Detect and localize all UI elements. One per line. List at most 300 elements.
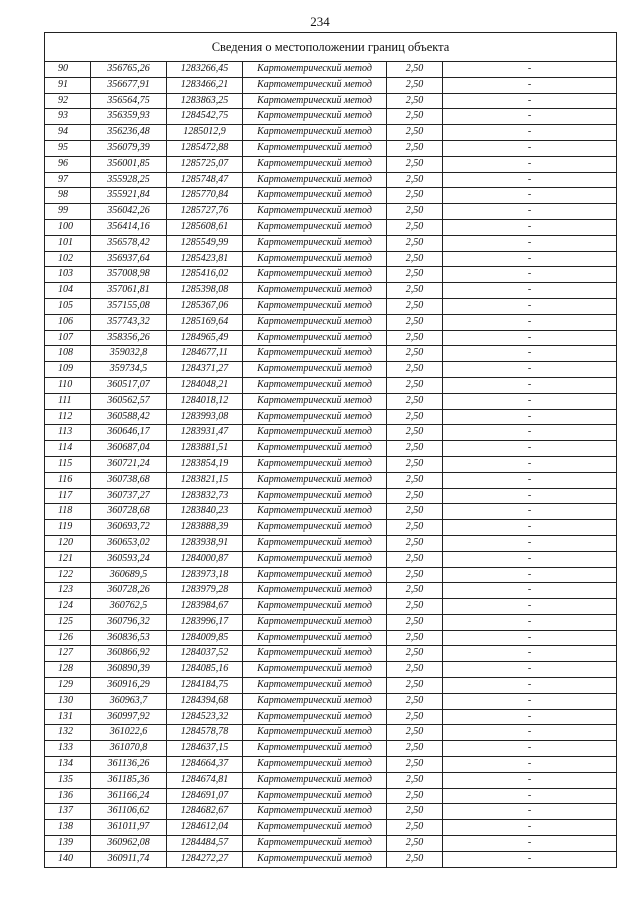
y-coordinate-cell: 1284394,68 xyxy=(167,693,243,709)
accuracy-cell: 2,50 xyxy=(387,646,443,662)
x-coordinate-cell: 360762,5 xyxy=(91,599,167,615)
description-cell: - xyxy=(443,504,617,520)
table-row xyxy=(45,362,617,378)
y-coordinate-cell: 1284371,27 xyxy=(167,362,243,378)
table-row xyxy=(45,757,617,773)
y-coordinate-cell: 1283931,47 xyxy=(167,425,243,441)
x-coordinate-cell: 360890,39 xyxy=(91,662,167,678)
description-cell: - xyxy=(443,535,617,551)
point-number-cell: 112 xyxy=(45,409,91,425)
accuracy-cell: 2,50 xyxy=(387,599,443,615)
point-number-cell: 114 xyxy=(45,441,91,457)
y-coordinate-cell: 1283266,45 xyxy=(167,62,243,78)
method-cell: Картометрический метод xyxy=(243,235,387,251)
description-cell: - xyxy=(443,77,617,93)
x-coordinate-cell: 356564,75 xyxy=(91,93,167,109)
x-coordinate-cell: 356236,48 xyxy=(91,125,167,141)
y-coordinate-cell: 1285748,47 xyxy=(167,172,243,188)
accuracy-cell: 2,50 xyxy=(387,472,443,488)
section-title: Сведения о местоположении границ объекта xyxy=(45,33,617,62)
table-row xyxy=(45,725,617,741)
table-row xyxy=(45,678,617,694)
y-coordinate-cell: 1284674,81 xyxy=(167,772,243,788)
x-coordinate-cell: 357155,08 xyxy=(91,298,167,314)
point-number-cell: 131 xyxy=(45,709,91,725)
accuracy-cell: 2,50 xyxy=(387,156,443,172)
table-row xyxy=(45,425,617,441)
table-row xyxy=(45,267,617,283)
description-cell: - xyxy=(443,772,617,788)
accuracy-cell: 2,50 xyxy=(387,441,443,457)
x-coordinate-cell: 356414,16 xyxy=(91,219,167,235)
description-cell: - xyxy=(443,109,617,125)
method-cell: Картометрический метод xyxy=(243,583,387,599)
accuracy-cell: 2,50 xyxy=(387,109,443,125)
y-coordinate-cell: 1283863,25 xyxy=(167,93,243,109)
y-coordinate-cell: 1283854,19 xyxy=(167,456,243,472)
description-cell: - xyxy=(443,488,617,504)
method-cell: Картометрический метод xyxy=(243,267,387,283)
method-cell: Картометрический метод xyxy=(243,204,387,220)
description-cell: - xyxy=(443,125,617,141)
method-cell: Картометрический метод xyxy=(243,346,387,362)
table-row xyxy=(45,283,617,299)
accuracy-cell: 2,50 xyxy=(387,283,443,299)
point-number-cell: 96 xyxy=(45,156,91,172)
y-coordinate-cell: 1284037,52 xyxy=(167,646,243,662)
table-row xyxy=(45,804,617,820)
x-coordinate-cell: 357743,32 xyxy=(91,314,167,330)
method-cell: Картометрический метод xyxy=(243,172,387,188)
point-number-cell: 115 xyxy=(45,456,91,472)
y-coordinate-cell: 1285367,06 xyxy=(167,298,243,314)
description-cell: - xyxy=(443,62,617,78)
description-cell: - xyxy=(443,283,617,299)
accuracy-cell: 2,50 xyxy=(387,614,443,630)
y-coordinate-cell: 1284523,32 xyxy=(167,709,243,725)
accuracy-cell: 2,50 xyxy=(387,204,443,220)
method-cell: Картометрический метод xyxy=(243,409,387,425)
table-row xyxy=(45,820,617,836)
method-cell: Картометрический метод xyxy=(243,693,387,709)
x-coordinate-cell: 360836,53 xyxy=(91,630,167,646)
y-coordinate-cell: 1285012,9 xyxy=(167,125,243,141)
table-row xyxy=(45,77,617,93)
accuracy-cell: 2,50 xyxy=(387,488,443,504)
accuracy-cell: 2,50 xyxy=(387,583,443,599)
table-row xyxy=(45,630,617,646)
point-number-cell: 116 xyxy=(45,472,91,488)
table-row xyxy=(45,330,617,346)
accuracy-cell: 2,50 xyxy=(387,820,443,836)
table-row xyxy=(45,125,617,141)
x-coordinate-cell: 356578,42 xyxy=(91,235,167,251)
x-coordinate-cell: 360687,04 xyxy=(91,441,167,457)
point-number-cell: 128 xyxy=(45,662,91,678)
method-cell: Картометрический метод xyxy=(243,314,387,330)
table-row xyxy=(45,662,617,678)
description-cell: - xyxy=(443,298,617,314)
point-number-cell: 135 xyxy=(45,772,91,788)
table-row xyxy=(45,409,617,425)
table-row xyxy=(45,535,617,551)
y-coordinate-cell: 1284965,49 xyxy=(167,330,243,346)
point-number-cell: 94 xyxy=(45,125,91,141)
x-coordinate-cell: 360728,26 xyxy=(91,583,167,599)
accuracy-cell: 2,50 xyxy=(387,377,443,393)
point-number-cell: 124 xyxy=(45,599,91,615)
x-coordinate-cell: 355928,25 xyxy=(91,172,167,188)
description-cell: - xyxy=(443,788,617,804)
table-row xyxy=(45,172,617,188)
point-number-cell: 105 xyxy=(45,298,91,314)
accuracy-cell: 2,50 xyxy=(387,551,443,567)
y-coordinate-cell: 1284578,78 xyxy=(167,725,243,741)
accuracy-cell: 2,50 xyxy=(387,520,443,536)
method-cell: Картометрический метод xyxy=(243,219,387,235)
description-cell: - xyxy=(443,551,617,567)
x-coordinate-cell: 361185,36 xyxy=(91,772,167,788)
description-cell: - xyxy=(443,172,617,188)
method-cell: Картометрический метод xyxy=(243,551,387,567)
table-row xyxy=(45,472,617,488)
table-row xyxy=(45,551,617,567)
table-row xyxy=(45,567,617,583)
x-coordinate-cell: 356042,26 xyxy=(91,204,167,220)
description-cell: - xyxy=(443,393,617,409)
description-cell: - xyxy=(443,425,617,441)
x-coordinate-cell: 355921,84 xyxy=(91,188,167,204)
method-cell: Картометрический метод xyxy=(243,804,387,820)
description-cell: - xyxy=(443,456,617,472)
accuracy-cell: 2,50 xyxy=(387,188,443,204)
point-number-cell: 122 xyxy=(45,567,91,583)
x-coordinate-cell: 360916,29 xyxy=(91,678,167,694)
x-coordinate-cell: 357008,98 xyxy=(91,267,167,283)
accuracy-cell: 2,50 xyxy=(387,409,443,425)
accuracy-cell: 2,50 xyxy=(387,362,443,378)
x-coordinate-cell: 360737,27 xyxy=(91,488,167,504)
point-number-cell: 111 xyxy=(45,393,91,409)
accuracy-cell: 2,50 xyxy=(387,251,443,267)
point-number-cell: 108 xyxy=(45,346,91,362)
y-coordinate-cell: 1284691,07 xyxy=(167,788,243,804)
y-coordinate-cell: 1284184,75 xyxy=(167,678,243,694)
description-cell: - xyxy=(443,188,617,204)
description-cell: - xyxy=(443,93,617,109)
method-cell: Картометрический метод xyxy=(243,741,387,757)
table-row xyxy=(45,441,617,457)
y-coordinate-cell: 1284542,75 xyxy=(167,109,243,125)
table-row xyxy=(45,251,617,267)
y-coordinate-cell: 1283821,15 xyxy=(167,472,243,488)
y-coordinate-cell: 1285608,61 xyxy=(167,219,243,235)
description-cell: - xyxy=(443,362,617,378)
method-cell: Картометрический метод xyxy=(243,614,387,630)
y-coordinate-cell: 1285725,07 xyxy=(167,156,243,172)
point-number-cell: 123 xyxy=(45,583,91,599)
point-number-cell: 130 xyxy=(45,693,91,709)
point-number-cell: 118 xyxy=(45,504,91,520)
method-cell: Картометрический метод xyxy=(243,472,387,488)
point-number-cell: 139 xyxy=(45,836,91,852)
description-cell: - xyxy=(443,836,617,852)
x-coordinate-cell: 360721,24 xyxy=(91,456,167,472)
y-coordinate-cell: 1283840,23 xyxy=(167,504,243,520)
point-number-cell: 113 xyxy=(45,425,91,441)
description-cell: - xyxy=(443,267,617,283)
x-coordinate-cell: 356001,85 xyxy=(91,156,167,172)
x-coordinate-cell: 360653,02 xyxy=(91,535,167,551)
x-coordinate-cell: 356937,64 xyxy=(91,251,167,267)
method-cell: Картометрический метод xyxy=(243,156,387,172)
description-cell: - xyxy=(443,235,617,251)
table-row xyxy=(45,235,617,251)
method-cell: Картометрический метод xyxy=(243,535,387,551)
table-row xyxy=(45,693,617,709)
point-number-cell: 91 xyxy=(45,77,91,93)
x-coordinate-cell: 360728,68 xyxy=(91,504,167,520)
point-number-cell: 133 xyxy=(45,741,91,757)
point-number-cell: 117 xyxy=(45,488,91,504)
accuracy-cell: 2,50 xyxy=(387,235,443,251)
x-coordinate-cell: 360962,08 xyxy=(91,836,167,852)
point-number-cell: 109 xyxy=(45,362,91,378)
y-coordinate-cell: 1285549,99 xyxy=(167,235,243,251)
method-cell: Картометрический метод xyxy=(243,125,387,141)
x-coordinate-cell: 356677,91 xyxy=(91,77,167,93)
description-cell: - xyxy=(443,709,617,725)
point-number-cell: 110 xyxy=(45,377,91,393)
table-row xyxy=(45,741,617,757)
point-number-cell: 102 xyxy=(45,251,91,267)
description-cell: - xyxy=(443,693,617,709)
boundary-table-container xyxy=(44,32,616,868)
description-cell: - xyxy=(443,599,617,615)
accuracy-cell: 2,50 xyxy=(387,393,443,409)
x-coordinate-cell: 360693,72 xyxy=(91,520,167,536)
table-header-row xyxy=(45,33,617,62)
x-coordinate-cell: 356765,26 xyxy=(91,62,167,78)
accuracy-cell: 2,50 xyxy=(387,346,443,362)
method-cell: Картометрический метод xyxy=(243,393,387,409)
x-coordinate-cell: 360911,74 xyxy=(91,851,167,867)
point-number-cell: 119 xyxy=(45,520,91,536)
y-coordinate-cell: 1284272,27 xyxy=(167,851,243,867)
method-cell: Картометрический метод xyxy=(243,77,387,93)
point-number-cell: 107 xyxy=(45,330,91,346)
point-number-cell: 106 xyxy=(45,314,91,330)
description-cell: - xyxy=(443,314,617,330)
y-coordinate-cell: 1285770,84 xyxy=(167,188,243,204)
table-row xyxy=(45,456,617,472)
point-number-cell: 136 xyxy=(45,788,91,804)
method-cell: Картометрический метод xyxy=(243,140,387,156)
point-number-cell: 127 xyxy=(45,646,91,662)
method-cell: Картометрический метод xyxy=(243,757,387,773)
point-number-cell: 101 xyxy=(45,235,91,251)
x-coordinate-cell: 361022,6 xyxy=(91,725,167,741)
x-coordinate-cell: 361070,8 xyxy=(91,741,167,757)
description-cell: - xyxy=(443,520,617,536)
description-cell: - xyxy=(443,409,617,425)
y-coordinate-cell: 1284637,15 xyxy=(167,741,243,757)
method-cell: Картометрический метод xyxy=(243,836,387,852)
x-coordinate-cell: 360517,07 xyxy=(91,377,167,393)
page-number: 234 xyxy=(310,14,330,29)
table-row xyxy=(45,851,617,867)
x-coordinate-cell: 360997,92 xyxy=(91,709,167,725)
x-coordinate-cell: 360796,32 xyxy=(91,614,167,630)
x-coordinate-cell: 359032,8 xyxy=(91,346,167,362)
accuracy-cell: 2,50 xyxy=(387,330,443,346)
accuracy-cell: 2,50 xyxy=(387,725,443,741)
description-cell: - xyxy=(443,472,617,488)
table-row xyxy=(45,520,617,536)
accuracy-cell: 2,50 xyxy=(387,804,443,820)
x-coordinate-cell: 356359,93 xyxy=(91,109,167,125)
y-coordinate-cell: 1285169,64 xyxy=(167,314,243,330)
accuracy-cell: 2,50 xyxy=(387,77,443,93)
description-cell: - xyxy=(443,804,617,820)
y-coordinate-cell: 1283996,17 xyxy=(167,614,243,630)
accuracy-cell: 2,50 xyxy=(387,630,443,646)
method-cell: Картометрический метод xyxy=(243,851,387,867)
point-number-cell: 137 xyxy=(45,804,91,820)
method-cell: Картометрический метод xyxy=(243,662,387,678)
accuracy-cell: 2,50 xyxy=(387,504,443,520)
description-cell: - xyxy=(443,583,617,599)
accuracy-cell: 2,50 xyxy=(387,772,443,788)
accuracy-cell: 2,50 xyxy=(387,298,443,314)
x-coordinate-cell: 360866,92 xyxy=(91,646,167,662)
accuracy-cell: 2,50 xyxy=(387,662,443,678)
point-number-cell: 129 xyxy=(45,678,91,694)
description-cell: - xyxy=(443,377,617,393)
x-coordinate-cell: 360562,57 xyxy=(91,393,167,409)
y-coordinate-cell: 1285398,08 xyxy=(167,283,243,299)
accuracy-cell: 2,50 xyxy=(387,678,443,694)
description-cell: - xyxy=(443,662,617,678)
y-coordinate-cell: 1284018,12 xyxy=(167,393,243,409)
y-coordinate-cell: 1283973,18 xyxy=(167,567,243,583)
y-coordinate-cell: 1284085,16 xyxy=(167,662,243,678)
y-coordinate-cell: 1285423,81 xyxy=(167,251,243,267)
accuracy-cell: 2,50 xyxy=(387,267,443,283)
point-number-cell: 126 xyxy=(45,630,91,646)
table-row xyxy=(45,109,617,125)
method-cell: Картометрический метод xyxy=(243,93,387,109)
table-body xyxy=(45,62,617,868)
description-cell: - xyxy=(443,820,617,836)
y-coordinate-cell: 1283888,39 xyxy=(167,520,243,536)
x-coordinate-cell: 356079,39 xyxy=(91,140,167,156)
point-number-cell: 92 xyxy=(45,93,91,109)
description-cell: - xyxy=(443,630,617,646)
y-coordinate-cell: 1283881,51 xyxy=(167,441,243,457)
y-coordinate-cell: 1284009,85 xyxy=(167,630,243,646)
accuracy-cell: 2,50 xyxy=(387,709,443,725)
table-row xyxy=(45,614,617,630)
method-cell: Картометрический метод xyxy=(243,488,387,504)
boundary-points-table xyxy=(44,32,617,868)
method-cell: Картометрический метод xyxy=(243,425,387,441)
accuracy-cell: 2,50 xyxy=(387,456,443,472)
method-cell: Картометрический метод xyxy=(243,646,387,662)
method-cell: Картометрический метод xyxy=(243,520,387,536)
y-coordinate-cell: 1284677,11 xyxy=(167,346,243,362)
y-coordinate-cell: 1284000,87 xyxy=(167,551,243,567)
accuracy-cell: 2,50 xyxy=(387,535,443,551)
x-coordinate-cell: 359734,5 xyxy=(91,362,167,378)
table-row xyxy=(45,204,617,220)
y-coordinate-cell: 1284682,67 xyxy=(167,804,243,820)
table-row xyxy=(45,93,617,109)
y-coordinate-cell: 1284664,37 xyxy=(167,757,243,773)
table-row xyxy=(45,836,617,852)
method-cell: Картометрический метод xyxy=(243,504,387,520)
description-cell: - xyxy=(443,614,617,630)
method-cell: Картометрический метод xyxy=(243,362,387,378)
point-number-cell: 120 xyxy=(45,535,91,551)
accuracy-cell: 2,50 xyxy=(387,567,443,583)
method-cell: Картометрический метод xyxy=(243,630,387,646)
point-number-cell: 132 xyxy=(45,725,91,741)
description-cell: - xyxy=(443,757,617,773)
accuracy-cell: 2,50 xyxy=(387,172,443,188)
y-coordinate-cell: 1283832,73 xyxy=(167,488,243,504)
accuracy-cell: 2,50 xyxy=(387,741,443,757)
point-number-cell: 95 xyxy=(45,140,91,156)
point-number-cell: 90 xyxy=(45,62,91,78)
table-row xyxy=(45,188,617,204)
table-row xyxy=(45,62,617,78)
table-row xyxy=(45,393,617,409)
method-cell: Картометрический метод xyxy=(243,678,387,694)
method-cell: Картометрический метод xyxy=(243,251,387,267)
table-row xyxy=(45,599,617,615)
method-cell: Картометрический метод xyxy=(243,188,387,204)
table-row xyxy=(45,504,617,520)
method-cell: Картометрический метод xyxy=(243,109,387,125)
method-cell: Картометрический метод xyxy=(243,788,387,804)
y-coordinate-cell: 1284484,57 xyxy=(167,836,243,852)
point-number-cell: 134 xyxy=(45,757,91,773)
table-row xyxy=(45,377,617,393)
method-cell: Картометрический метод xyxy=(243,772,387,788)
y-coordinate-cell: 1284612,04 xyxy=(167,820,243,836)
accuracy-cell: 2,50 xyxy=(387,62,443,78)
point-number-cell: 100 xyxy=(45,219,91,235)
point-number-cell: 103 xyxy=(45,267,91,283)
method-cell: Картометрический метод xyxy=(243,456,387,472)
x-coordinate-cell: 360646,17 xyxy=(91,425,167,441)
y-coordinate-cell: 1283938,91 xyxy=(167,535,243,551)
description-cell: - xyxy=(443,725,617,741)
description-cell: - xyxy=(443,441,617,457)
description-cell: - xyxy=(443,219,617,235)
accuracy-cell: 2,50 xyxy=(387,425,443,441)
method-cell: Картометрический метод xyxy=(243,820,387,836)
description-cell: - xyxy=(443,851,617,867)
table-row xyxy=(45,788,617,804)
x-coordinate-cell: 360963,7 xyxy=(91,693,167,709)
x-coordinate-cell: 360588,42 xyxy=(91,409,167,425)
table-row xyxy=(45,646,617,662)
table-row xyxy=(45,156,617,172)
description-cell: - xyxy=(443,204,617,220)
table-row xyxy=(45,346,617,362)
